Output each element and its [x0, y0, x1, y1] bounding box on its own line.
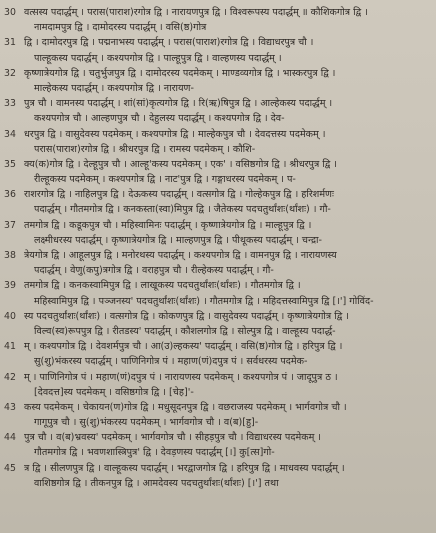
text-line: [4, 111, 432, 126]
line-number: 37: [4, 219, 16, 231]
line-text: कश्यपगोत्र चौ । आल्हणपुत्र चौ । देहुलस्य पदार्द्धम् । कश्यपगोत्र द्वि । देव-: [34, 113, 285, 125]
line-text: [देवदत्त]स्य पदमेकम् । वसिष्ठगोत्र द्वि । [चेह]'-: [34, 386, 194, 398]
line-text: त्रेयगोत्र द्वि । आहूलपुत्र द्वि । मनोरथस्य पदार्द्धम् । कश्यपगोत्र द्वि । वामनपुत्र द्वि । नारायणस्य: [24, 250, 337, 261]
line-text: पदार्द्धम् । गौतमगोत्र द्वि । कनकस्ता(स्वा)मिपुत्र द्वि । जैतेकस्य पदचतुर्थांशः(र्थांशः) । गौ-: [34, 204, 331, 216]
line-number: 33: [4, 98, 16, 110]
text-line: [4, 218, 432, 233]
text-line: [4, 96, 432, 111]
line-text: नामदामपुत्र द्वि । दामोदरस्य पदार्द्धम् । वसि(ष्ठ)गोत्र: [34, 22, 207, 34]
text-line: [4, 294, 432, 309]
line-text: रील्हूकस्य पदमेकम् । कश्यपगोत्र द्वि । नाट'पुत्र द्वि । गङ्गाधरस्य पदमेकम् । प-: [34, 174, 296, 186]
line-number: 43: [4, 401, 16, 413]
text-line: [4, 187, 432, 202]
line-number: 30: [4, 7, 16, 18]
text-line: [4, 400, 432, 415]
text-line: [4, 127, 432, 142]
line-text: पुत्र चौ । वामनस्य पदार्द्धम् । शां(सां)कृत्यगोत्र द्वि । रि(ऋ)षिपुत्र द्वि । आल्हेकस्य पदार्द्धम् ।: [24, 98, 333, 110]
line-number: 38: [4, 250, 16, 261]
text-line: [4, 20, 432, 35]
line-text: कृष्णात्रेयगोत्र द्वि । चतुर्भुजपुत्र द्वि । दामोदरस्य पदमेकम् । माण्डव्यगोत्र द्वि । भास्करपुत्र द्वि ।: [24, 67, 336, 79]
line-text: गागूपुत्र चौ । सु(शु)भंकरस्य पदमेकम् । भार्गवगोत्र चौ । व(ब)[हु]-: [34, 417, 259, 429]
line-text: द्वि । दामोदरपुत्र द्वि । पद्मनाभस्य पदार्द्धम् । परास(पाराश)रगोत्र द्वि । विद्याधरपुत्र चौ ।: [24, 37, 314, 49]
text-line: [4, 324, 432, 339]
text-line: [4, 385, 432, 400]
line-number: 32: [4, 67, 16, 79]
line-text: तमगोत्र द्वि । कडूकपुत्र चौ । महिस्वामिनः पदार्द्धम् । कृष्णात्रेयगोत्र द्वि । माल्हूपुत्र द्वि ।: [24, 219, 312, 231]
line-text: पाल्हूकस्य पदार्द्धम् । कश्यपगोत्र द्वि । पाल्हूपुत्र द्वि । वाल्हणस्य पदार्द्धम् ।: [34, 52, 282, 64]
line-number: 39: [4, 280, 16, 292]
line-text: कस्य पदमेकम् । चेकायन(ण)गोत्र द्वि । मधुसूदनपुत्र द्वि । वछराजस्य पदमेकम् । भार्गवगोत्र चौ ।: [24, 401, 347, 413]
line-text: सु(शु)भंकरस्य पदार्द्धम् । पाणिनिगोत्र पं । महाण(णं)दपुत्र पं । सर्वधरस्य पदमेक-: [34, 356, 308, 368]
line-text: क्य(क)गोत्र द्वि । देल्हूपुत्र चौ । आल्हू'कस्य पदमेकम् । एक' । वसिष्ठगोत्र द्वि । श्रीधरपुत्र द्वि ।: [24, 158, 338, 170]
line-text: धरपुत्र द्वि । वासुदेवस्य पदमेकम् । कश्यपगोत्र द्वि । माल्हेकपुत्र चौ । देवदत्तस्य पदमेकम् ।: [24, 128, 326, 140]
text-line: [4, 157, 432, 172]
text-line: [4, 248, 432, 263]
text-line: [4, 233, 432, 248]
line-number: 31: [4, 37, 16, 49]
line-text: स्य पदचतुर्थांशः(र्थांशः) । वत्सगोत्र द्वि । कोकणपुत्र द्वि । वासुदेवस्य पदार्द्धम् । कृष्णात्रेयगोत्र द्वि ।: [24, 310, 349, 322]
text-line: [4, 339, 432, 354]
text-line: [4, 35, 432, 50]
line-number: 36: [4, 189, 16, 201]
line-text: गौतमगोत्र द्वि । भवणशास्त्रिपुत्र' द्वि । देवड़णस्य पदार्द्धम् [।] कु[त्स]गो-: [34, 447, 275, 459]
text-line: [4, 66, 432, 81]
line-number: 41: [4, 341, 16, 353]
line-number: 45: [4, 462, 16, 474]
text-line: [4, 430, 432, 445]
line-text: म् । पाणिनिगोत्र पं । महाण(णं)दपुत्र पं । नारायणस्य पदमेकम् । कश्यपगोत्र पं । जादूपुत्र ठ ।: [24, 371, 338, 383]
line-text: माल्हेकस्य पदार्द्धम् । कश्यपगोत्र द्वि । नारायण-: [34, 82, 194, 94]
text-line: [4, 309, 432, 324]
text-line: [4, 263, 432, 278]
text-line: [4, 172, 432, 187]
line-number: 35: [4, 158, 16, 170]
line-text: महिस्वामिपुत्र द्वि । पञ्जनस्य' पदचतुर्थांशः(र्थांशः) । गौतमगोत्र द्वि । महिदत्तस्वामिपुत्र द्वि [।'] गोविंद-: [34, 295, 374, 307]
text-line: [4, 202, 432, 217]
inscription-text: [4, 5, 432, 491]
line-text: वाशिष्ठगोत्र द्वि । तीकनपुत्र द्वि । आमदेवस्य पदचतुर्थांशः(र्थांशः) [।'] तथा: [34, 477, 279, 489]
line-text: लक्ष्मीधरस्य पदार्द्धम् । कृष्णात्रेयगोत्र द्वि । माल्हणपुत्र द्वि । पीथूकस्य पदार्द्धम् । चन्द्रा-: [34, 234, 322, 246]
text-line: [4, 476, 432, 491]
line-number: 44: [4, 432, 16, 444]
line-text: वत्सस्य पदार्द्धम् । परास(पाराश)रगोत्र द्वि । नारायणपुत्र द्वि । विश्वरूपस्य पदार्द्धम् ॥ कौशिकगोत्र द्वि ।: [24, 7, 368, 18]
line-text: परास(पाराश)रगोत्र द्वि । श्रीधरपुत्र द्वि । रामस्य पदमेकम् । कौशि-: [34, 143, 256, 155]
text-line: [4, 445, 432, 460]
line-number: 40: [4, 310, 16, 322]
line-text: पदार्द्धम् । वेणु(कपु)त्रगोत्र द्वि । वराहपुत्र चौ । रील्हेकस्य पदार्द्धम् । गौ-: [34, 265, 274, 277]
text-line: [4, 5, 432, 20]
text-line: [4, 142, 432, 157]
line-text: पुत्र चौ । व(ब)भ्रवस्य' पदमेकम् । भार्गवगोत्र चौ । सीहड़पुत्र चौ । विद्याधरस्य पदमेकम् ।: [24, 432, 321, 444]
text-line: [4, 370, 432, 385]
line-number: 34: [4, 128, 16, 140]
line-text: राशरगोत्र द्वि । नाहिलपुत्र द्वि । देऊकस्य पदार्द्धम् । वत्सगोत्र द्वि । गोल्हेकपुत्र द्वि । हरिशर्मणः: [24, 189, 334, 201]
line-text: त्र द्वि । सीलणपुत्र द्वि । वाल्हूकस्य पदार्द्धम् । भरद्वाजगोत्र द्वि । हरिपुत्र द्वि । माधवस्य पदार्द्धम् ।: [24, 462, 345, 474]
text-line: [4, 461, 432, 476]
text-line: [4, 354, 432, 369]
text-line: [4, 51, 432, 66]
line-text: विल्व(स्व)रूपपुत्र द्वि । रीतडस्य' पदार्द्धम् । कौशलगोत्र द्वि । सोल्पुत्र द्वि । वाल्हूस्य पदार्द्ध-: [34, 325, 336, 337]
text-line: [4, 278, 432, 293]
line-text: तमगोत्र द्वि । कनकस्वामिपुत्र द्वि । लाखूकस्य पदचतुर्थांशः(र्थांशः) । गौतमगोत्र द्वि ।: [24, 280, 301, 292]
text-line: [4, 415, 432, 430]
line-text: म् । कश्यपगोत्र द्वि । देवशर्मपुत्र चौ । आ(उ)ल्हकस्य' पदार्द्धम् । वसि(ष्ठ)गोत्र द्वि । हरिपुत्र द्वि ।: [24, 341, 343, 353]
text-line: [4, 81, 432, 96]
line-number: 42: [4, 371, 16, 383]
